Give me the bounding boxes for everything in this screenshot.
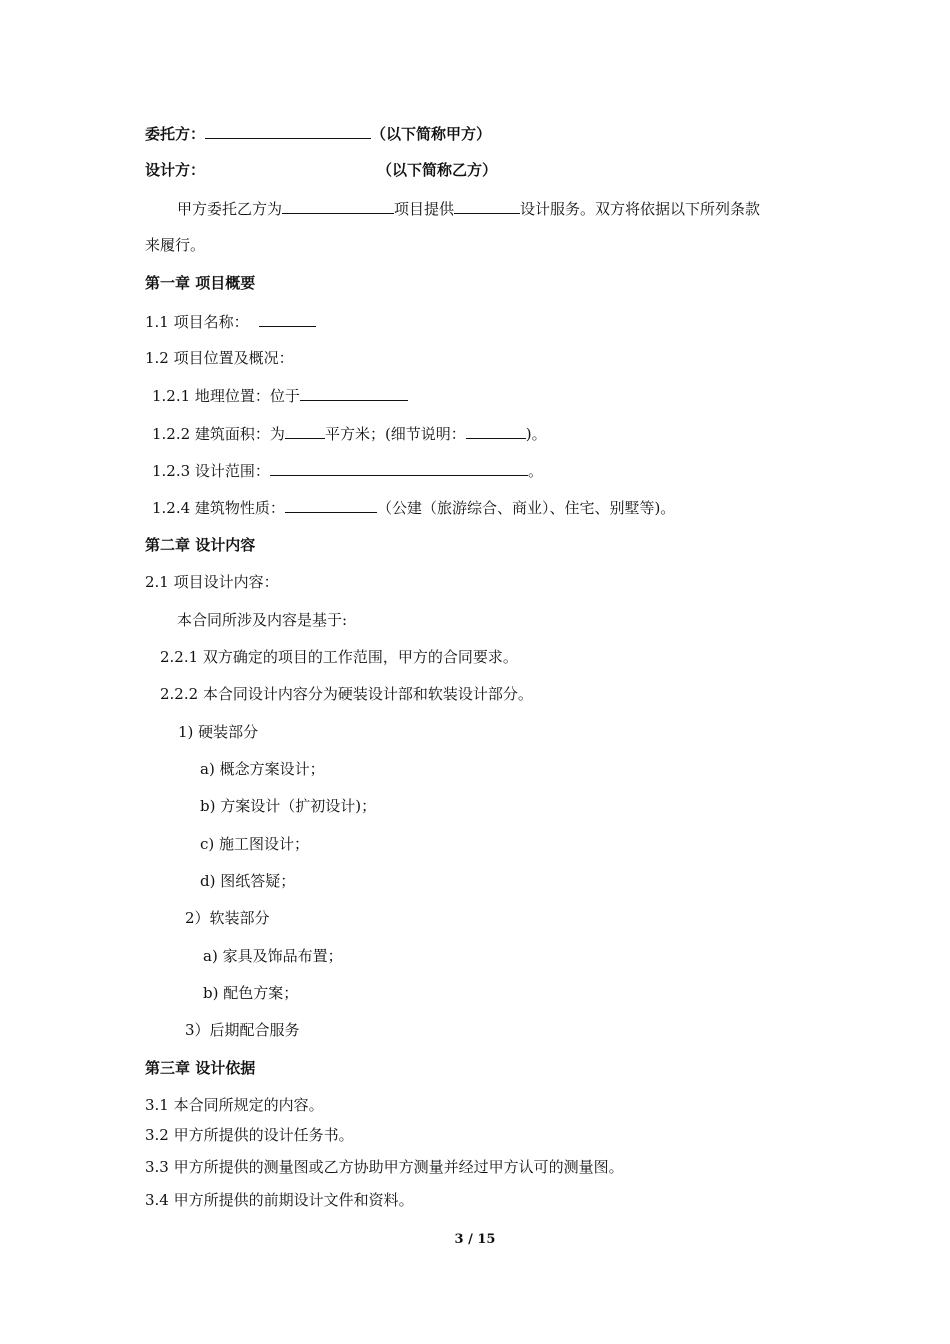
section-3-4: 3.4 甲方所提供的前期设计文件和资料。: [145, 1191, 414, 1209]
area-blank: [285, 423, 325, 439]
intro-text-2: 项目提供: [394, 200, 455, 218]
scope-period: 。: [527, 462, 543, 480]
section-2-2-1: 2.2.1 双方确定的项目的工作范围，甲方的合同要求。: [160, 648, 518, 666]
section-3-1: 3.1 本合同所规定的内容。: [145, 1096, 324, 1114]
intro-text-1: 甲方委托乙方为: [177, 200, 283, 218]
client-line: [145, 123, 491, 144]
section-2-2-2: 2.2.2 本合同设计内容分为硬装设计部和软装设计部分。: [160, 685, 533, 703]
hard-item-b: b) 方案设计（扩初设计)；: [200, 797, 377, 815]
soft-decoration-heading: 2）软装部分: [185, 909, 270, 927]
section-1-2-4-label: 1.2.4 建筑物性质：: [152, 499, 285, 517]
hard-decoration-heading: 1) 硬装部分: [178, 723, 259, 741]
section-3-2: 3.2 甲方所提供的设计任务书。: [145, 1126, 354, 1144]
section-1-2-3-label: 1.2.3 设计范围：: [152, 462, 270, 480]
section-3-3: 3.3 甲方所提供的测量图或乙方协助甲方测量并经过甲方认可的测量图。: [145, 1158, 624, 1176]
section-1-2-2-label: 1.2.2 建筑面积：为: [152, 425, 285, 443]
area-detail-close: )。: [525, 425, 547, 443]
client-suffix: （以下简称甲方）: [371, 125, 492, 143]
project-blank: [282, 198, 394, 214]
hard-item-a: a) 概念方案设计；: [200, 760, 325, 778]
designer-line: [145, 160, 497, 180]
hard-item-c: c) 施工图设计；: [200, 835, 310, 853]
section-1-1-label: 1.1 项目名称：: [145, 313, 249, 331]
page-number: 3 / 15: [454, 1232, 496, 1247]
chapter-2-title: 第二章 设计内容: [145, 536, 256, 554]
soft-item-a: a) 家具及饰品布置；: [203, 947, 343, 965]
client-label: 委托方：: [145, 125, 206, 143]
section-1-2: 1.2 项目位置及概况：: [145, 349, 294, 367]
section-1-1: [145, 311, 316, 332]
project-name-blank: [259, 311, 316, 327]
section-1-2-4: [152, 497, 675, 518]
chapter-3-title: 第三章 设计依据: [145, 1059, 256, 1077]
chapter-1-title: 第一章 项目概要: [145, 274, 256, 292]
scope-blank: [270, 460, 528, 476]
designer-suffix: （以下简称乙方）: [377, 161, 498, 179]
section-1-2-3: [152, 460, 543, 481]
nature-blank: [285, 497, 377, 513]
after-service: 3）后期配合服务: [185, 1021, 300, 1039]
section-1-2-1-label: 1.2.1 地理位置：位于: [152, 387, 300, 405]
intro-continued: 来履行。: [145, 236, 206, 254]
section-2-1: 2.1 项目设计内容：: [145, 573, 279, 591]
designer-label: 设计方：: [145, 161, 206, 179]
area-detail-blank: [466, 423, 526, 439]
soft-item-b: b) 配色方案；: [203, 984, 299, 1002]
intro-text-3: 设计服务。双方将依据以下所列条款: [520, 200, 761, 218]
nature-options: （公建（旅游综合、商业）、住宅、别墅等)。: [376, 499, 676, 517]
hard-item-d: d) 图纸答疑；: [200, 872, 296, 890]
based-on: 本合同所涉及内容是基于:: [177, 611, 348, 629]
section-1-2-1: [152, 385, 408, 406]
intro-line: [177, 198, 760, 219]
location-blank: [300, 385, 408, 401]
service-blank: [454, 198, 520, 214]
area-detail-label: 平方米；(细节说明：: [324, 425, 466, 443]
client-blank: [205, 123, 371, 139]
section-1-2-2: [152, 423, 547, 444]
